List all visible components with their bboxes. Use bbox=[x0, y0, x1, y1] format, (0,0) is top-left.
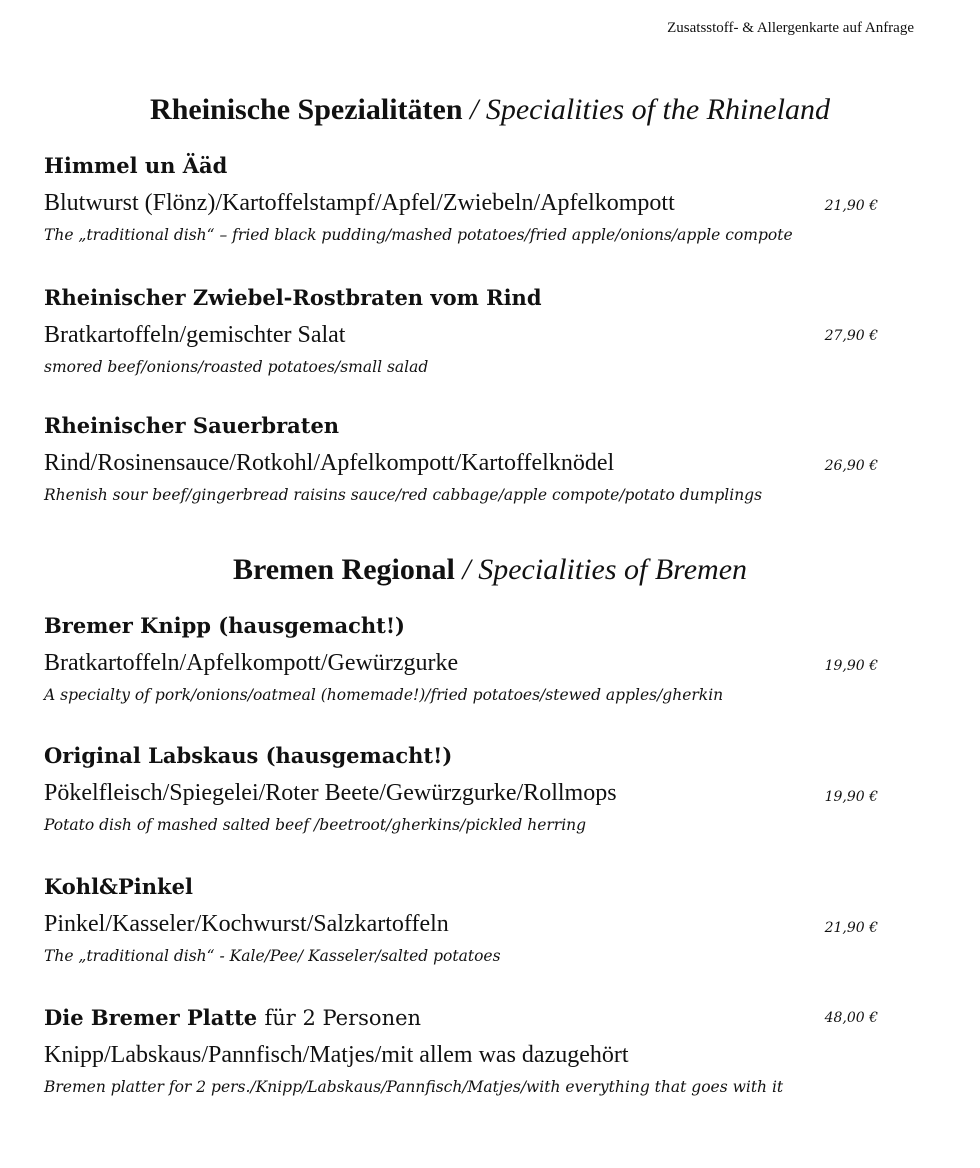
dish-price: 21,90 € bbox=[824, 920, 878, 936]
dish-name: Rheinischer Sauerbraten bbox=[44, 413, 340, 438]
dish-price: 21,90 € bbox=[824, 198, 878, 214]
dish-translation: Rhenish sour beef/gingerbread raisins sauce/red cabbage/apple compote/potato dumplings bbox=[44, 486, 763, 504]
section-title-de: Bremen Regional bbox=[232, 553, 455, 586]
dish-price: 19,90 € bbox=[824, 789, 878, 805]
dish-description: Knipp/Labskaus/Pannfisch/Matjes/mit allem was dazugehört bbox=[44, 1042, 629, 1068]
dish-name: Himmel un Ääd bbox=[44, 153, 228, 178]
dish-name-main: Die Bremer Platte bbox=[44, 1005, 258, 1030]
dish-description: Pökelfleisch/Spiegelei/Roter Beete/Gewürzgurke/Rollmops bbox=[44, 780, 617, 806]
dish-name bbox=[44, 1004, 884, 1032]
menu-item bbox=[44, 412, 884, 506]
dish-price: 48,00 € bbox=[824, 1010, 878, 1026]
dish-translation: The „traditional dish“ - Kale/Pee/ Kasseler/salted potatoes bbox=[44, 947, 501, 965]
dish-description: Pinkel/Kasseler/Kochwurst/Salzkartoffeln bbox=[44, 911, 449, 937]
menu-item bbox=[44, 152, 884, 246]
menu-item bbox=[44, 742, 884, 836]
dish-translation: Potato dish of mashed salted beef /beetroot/gherkins/pickled herring bbox=[44, 816, 587, 834]
dish-name: Kohl&Pinkel bbox=[44, 874, 193, 899]
dish-description: Rind/Rosinensauce/Rotkohl/Apfelkompott/Kartoffelknödel bbox=[44, 450, 615, 476]
dish-translation: The „traditional dish“ – fried black pudding/mashed potatoes/fried apple/onions/apple compote bbox=[44, 226, 793, 244]
menu-item bbox=[44, 284, 884, 378]
dish-name-suffix: für 2 Personen bbox=[264, 1006, 422, 1030]
dish-name: Rheinischer Zwiebel-Rostbraten vom Rind bbox=[44, 285, 542, 310]
menu-item bbox=[44, 873, 884, 967]
section-title-en: / Specialities of the Rhineland bbox=[470, 93, 830, 126]
menu-item bbox=[44, 612, 884, 706]
dish-description: Bratkartoffeln/gemischter Salat bbox=[44, 322, 346, 348]
dish-translation: Bremen platter for 2 pers./Knipp/Labskaus/Pannfisch/Matjes/with everything that goes with it bbox=[44, 1078, 784, 1096]
dish-translation: A specialty of pork/onions/oatmeal (homemade!)/fried potatoes/stewed apples/gherkin bbox=[44, 686, 724, 704]
section-title-de: Rheinische Spezialitäten bbox=[150, 93, 463, 126]
section-title-rhineland bbox=[0, 92, 980, 128]
dish-description: Bratkartoffeln/Apfelkompott/Gewürzgurke bbox=[44, 650, 459, 676]
dish-name: Bremer Knipp (hausgemacht!) bbox=[44, 613, 405, 638]
menu-item bbox=[44, 1004, 884, 1098]
allergen-note: Zusatsstoff- & Allergenkarte auf Anfrage bbox=[667, 20, 914, 36]
dish-price: 27,90 € bbox=[824, 328, 878, 344]
dish-price: 26,90 € bbox=[824, 458, 878, 474]
dish-name: Original Labskaus (hausgemacht!) bbox=[44, 743, 453, 768]
dish-translation: smored beef/onions/roasted potatoes/small salad bbox=[44, 358, 429, 376]
dish-price: 19,90 € bbox=[824, 658, 878, 674]
section-title-bremen bbox=[0, 552, 980, 588]
dish-description: Blutwurst (Flönz)/Kartoffelstampf/Apfel/Zwiebeln/Apfelkompott bbox=[44, 190, 675, 216]
section-title-en: / Specialities of Bremen bbox=[462, 553, 748, 586]
